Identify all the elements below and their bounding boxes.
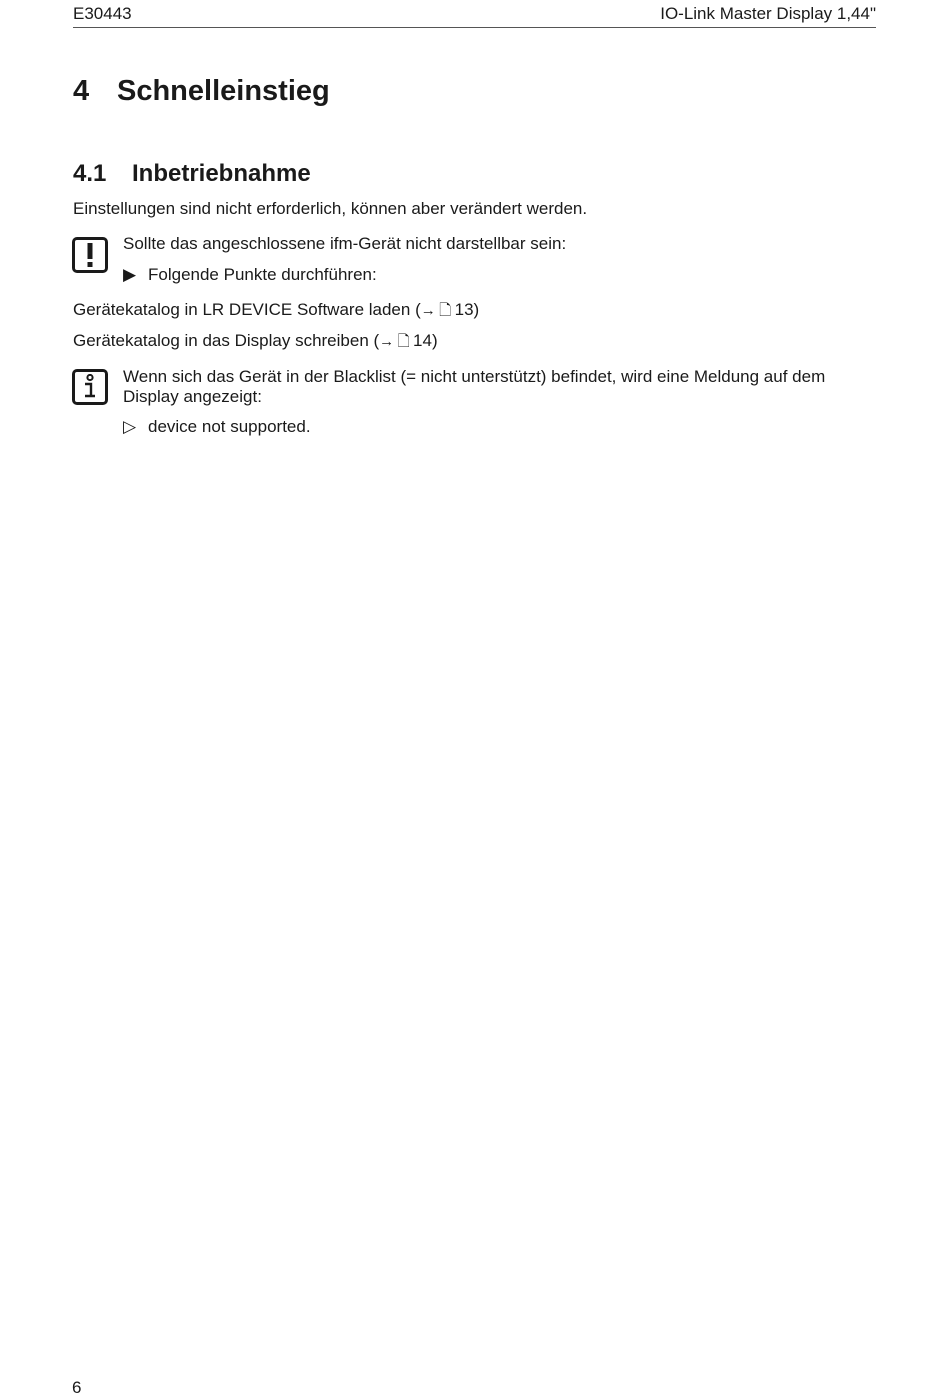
step-text: Gerätekatalog in LR DEVICE Software laden ( [73,300,421,319]
step-text: Gerätekatalog in das Display schreiben ( [73,331,380,350]
result-text: device not supported. [148,417,311,436]
info-icon [72,369,108,405]
chapter-title: Schnelleinstieg [117,75,330,107]
chapter-number: 4 [73,75,90,107]
result-item [123,417,311,437]
chapter-heading [73,75,330,108]
intro-text: Einstellungen sind nicht erforderlich, können aber verändert werden. [73,199,588,218]
result-marker: ▷ [123,417,137,436]
header-rule [73,27,876,28]
arrow-right-icon: → [379,333,395,350]
page-number: 6 [72,1378,82,1397]
arrow-right-icon: → [420,302,436,319]
action-text: Folgende Punkte durchführen: [148,265,377,284]
info-text: Wenn sich das Gerät in der Blacklist (= nicht unterstützt) befindet, wird eine Meldung auf dem Display angezeigt: [123,367,826,406]
section-number: 4.1 [73,160,107,187]
section-title: Inbetriebnahme [132,160,311,187]
section-heading [73,160,311,188]
action-item [123,265,377,285]
warning-text: Sollte das angeschlossene ifm-Gerät nicht darstellbar sein: [123,234,567,253]
action-marker: ▶ [123,265,137,284]
exclamation-icon [72,237,108,273]
page-icon: 🗋 [439,302,452,319]
step-close: ) [431,331,438,350]
page-icon: 🗋 [397,333,410,350]
step-item [73,331,438,352]
step-item [73,300,479,321]
step-close: ) [473,300,480,319]
doc-title: IO-Link Master Display 1,44" [660,4,876,23]
doc-number: E30443 [73,4,132,23]
page-reference[interactable]: 14 [413,331,432,350]
page-reference[interactable]: 13 [454,300,474,319]
